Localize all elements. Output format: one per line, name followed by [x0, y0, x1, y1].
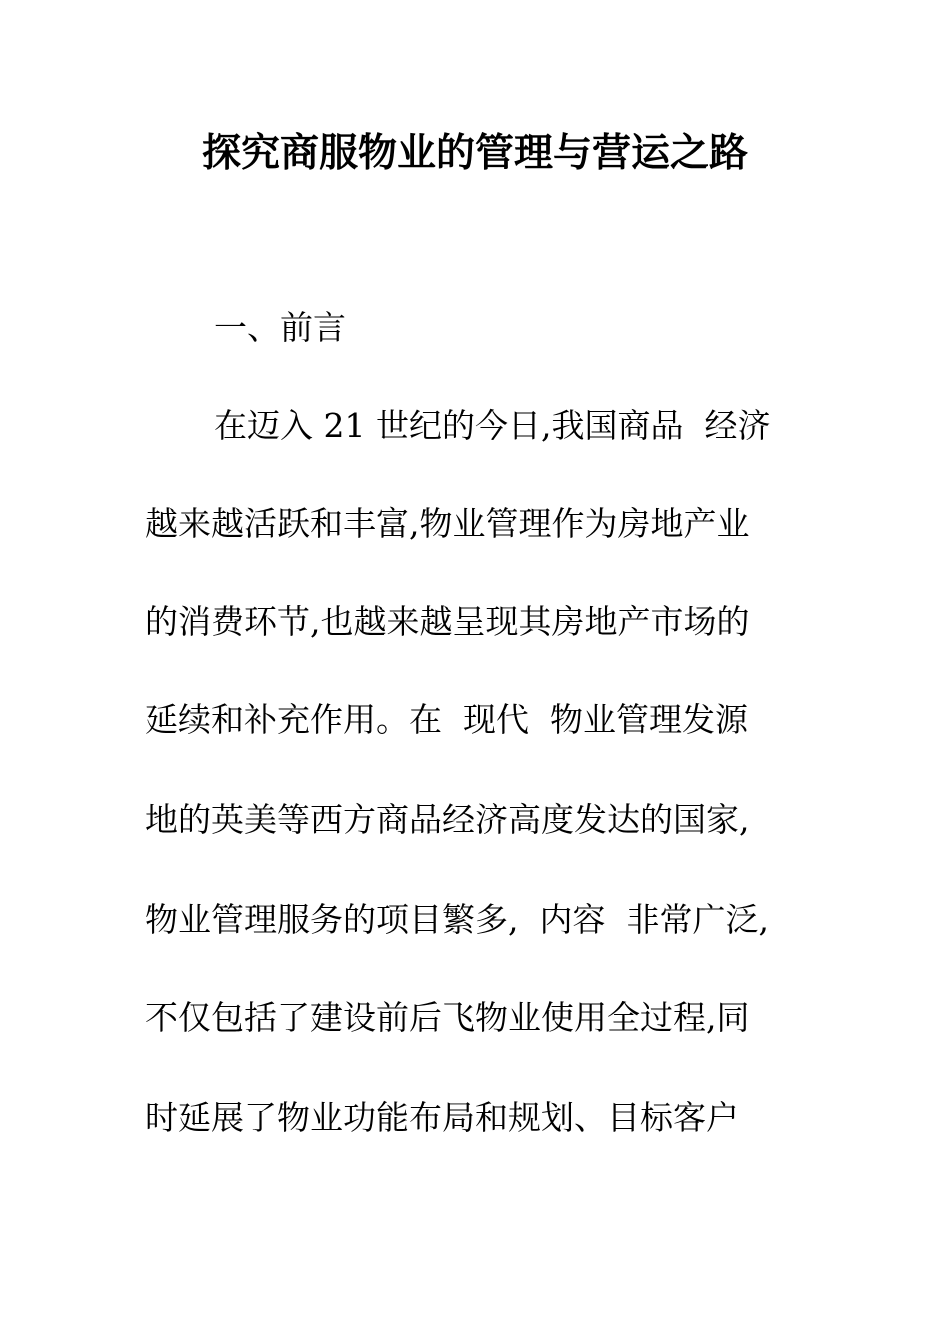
- body-line-4: 延续和补充作用。在 现代 物业管理发源: [145, 700, 748, 739]
- section-heading: 一、前言: [214, 308, 346, 347]
- body-line-7: 不仅包括了建设前后飞物业使用全过程,同: [145, 998, 750, 1037]
- body-line-8: 时延展了物业功能布局和规划、目标客户: [145, 1098, 739, 1137]
- document-title: 探究商服物业的管理与营运之路: [201, 130, 748, 176]
- body-line-6: 物业管理服务的项目繁多, 内容 非常广泛,: [145, 900, 769, 939]
- body-line-3: 的消费环节,也越来越呈现其房地产市场的: [145, 602, 750, 641]
- body-line-5: 地的英美等西方商品经济高度发达的国家,: [145, 800, 750, 839]
- body-line-2: 越来越活跃和丰富,物业管理作为房地产业: [145, 504, 750, 543]
- body-line-1: 在迈入 21 世纪的今日,我国商品 经济: [214, 406, 771, 445]
